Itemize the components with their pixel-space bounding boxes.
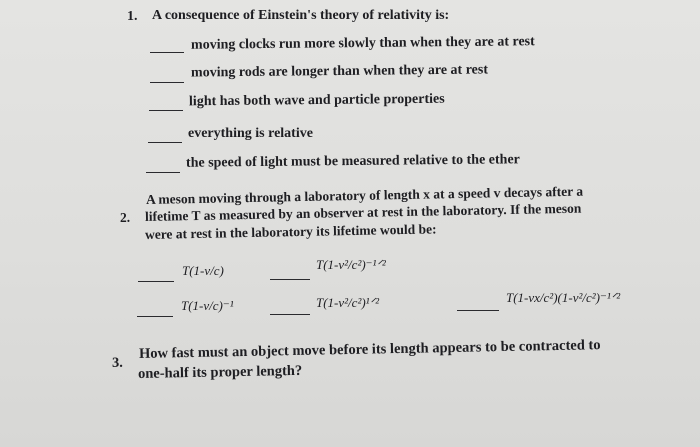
q1-blank-4[interactable] [148,142,182,143]
q2-option-4: T(1-v²/c²)¹ᐟ² [316,295,379,310]
q2-option-5: T(1-vx/c²)(1-v²/c²)⁻¹ᐟ² [506,290,621,305]
q1-blank-2[interactable] [150,82,184,83]
q1-prompt: A consequence of Einstein's theory of relativity is: [152,8,450,23]
q2-option-1: T(1-v/c) [182,263,224,278]
q2-option-3: T(1-v/c)⁻¹ [181,298,234,313]
q2-blank-3[interactable] [137,316,173,317]
q2-option-2: T(1-v²/c²)⁻¹ᐟ² [316,257,386,272]
q1-option-2: moving rods are longer than when they are at rest [190,62,489,81]
q2-line-3: were at rest in the laboratory its lifetime would be: [144,221,437,242]
q1-option-5: the speed of light must be measured relative to the ether [185,152,520,171]
q2-blank-4[interactable] [270,314,310,315]
q2-number: 2. [120,210,131,225]
q1-blank-5[interactable] [146,172,180,173]
q2-line-2: lifetime T as measured by an observer at rest in the laboratory. If the meson [144,200,582,224]
q1-blank-3[interactable] [149,110,183,111]
q3-line-2: one-half its proper length? [137,362,303,382]
q3-line-1: How fast must an object move before its length appears to be contracted to [138,337,601,362]
q2-blank-1[interactable] [138,281,174,282]
q1-option-1: moving clocks run more slowly than when they are at rest [190,34,535,53]
q3-number: 3. [112,355,123,371]
q1-blank-1[interactable] [150,52,184,53]
q2-line-1: A meson moving through a laboratory of length x at a speed v decays after a [145,183,584,207]
q1-number: 1. [127,9,138,24]
q2-blank-2[interactable] [270,279,310,280]
q1-option-3: light has both wave and particle properties [188,91,445,110]
q2-blank-5[interactable] [457,310,499,311]
q1-option-4: everything is relative [188,126,313,141]
